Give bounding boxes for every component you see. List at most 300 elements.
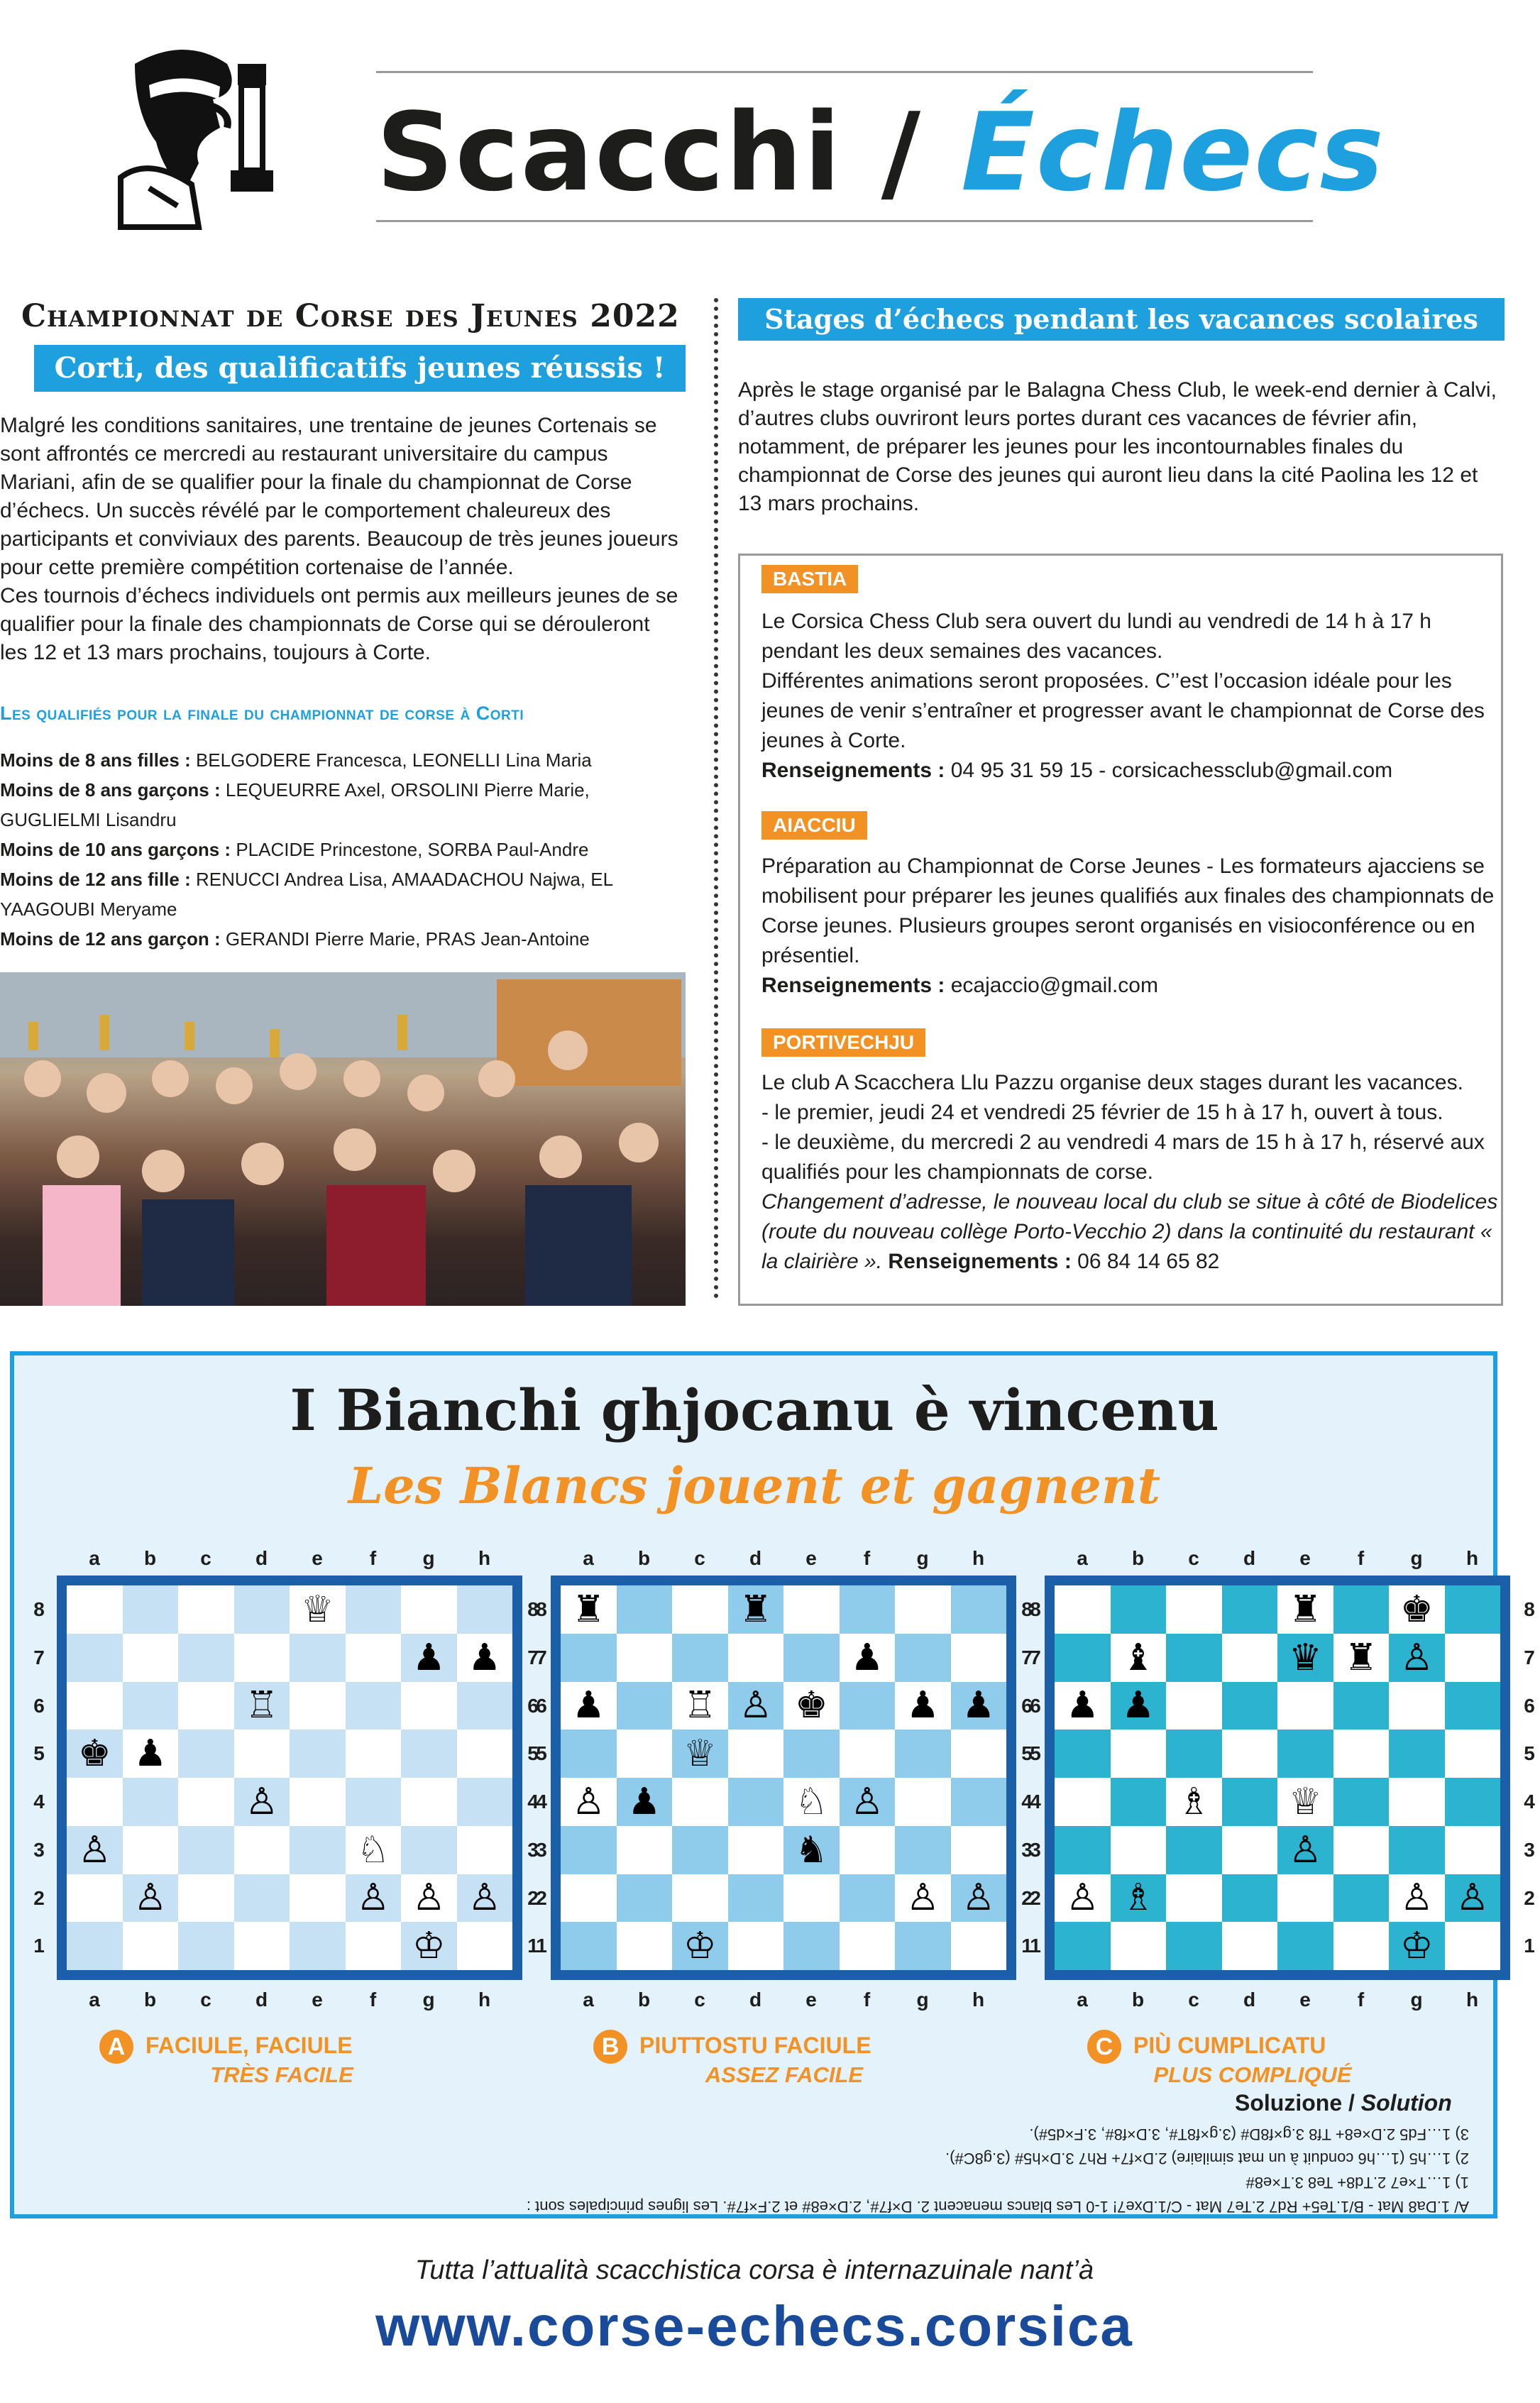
page-title: Scacchi / Échecs (376, 89, 1385, 215)
board-square (1277, 1778, 1333, 1826)
chess-piece: ♟ (412, 1636, 446, 1679)
chess-board-c (1045, 1576, 1510, 1980)
board-square (840, 1826, 896, 1874)
board-square (895, 1922, 951, 1970)
board-square (401, 1778, 457, 1826)
chess-piece: ♙ (962, 1876, 996, 1920)
board-square (1111, 1682, 1167, 1730)
board-square (1445, 1682, 1501, 1730)
level-corsican: PIÙ CUMPLICATU (1133, 2033, 1326, 2058)
chess-piece: ♟ (962, 1684, 996, 1727)
board-square (783, 1874, 840, 1923)
board-square (234, 1874, 290, 1923)
board-square (346, 1922, 402, 1970)
board-square (1111, 1778, 1167, 1826)
board-square (617, 1730, 673, 1778)
file-label: c (694, 1989, 705, 2011)
board-square (672, 1874, 728, 1923)
file-label: b (143, 1547, 157, 1569)
club-tag-aiacciu: AIACCIU (761, 811, 867, 840)
board-square (234, 1826, 290, 1874)
board-square (895, 1778, 951, 1826)
board-square (840, 1778, 896, 1826)
board-square (346, 1874, 402, 1923)
chess-piece: ♙ (77, 1828, 111, 1871)
chess-piece: ♖ (245, 1684, 279, 1727)
board-square (123, 1682, 179, 1730)
board-square (1389, 1874, 1445, 1923)
board-square (617, 1922, 673, 1970)
board-square (178, 1634, 234, 1682)
board-square (401, 1730, 457, 1778)
board-square (1389, 1730, 1445, 1778)
board-square (290, 1826, 346, 1874)
chess-piece: ♕ (300, 1588, 334, 1631)
board-square (1445, 1585, 1501, 1634)
chess-piece: ♚ (77, 1732, 111, 1776)
board-square (1166, 1778, 1222, 1826)
rank-label: 6 (1524, 1694, 1535, 1717)
board-square (561, 1874, 617, 1923)
board-square (840, 1874, 896, 1923)
rank-label: 7 (536, 1646, 547, 1668)
rank-label: 8 (536, 1598, 547, 1620)
file-label: b (1131, 1989, 1145, 2011)
board-square (1166, 1874, 1222, 1923)
file-label: g (422, 1547, 435, 1569)
board-square (401, 1634, 457, 1682)
file-label: g (916, 1989, 929, 2011)
file-label: h (478, 1989, 491, 2011)
club-aiacciu-text: Préparation au Championnat de Corse Jeunes - Les formateurs ajacciens se mobilisent pour préparer les jeunes qualifiés aux finales des championnats de Corse jeunes. Plusieurs groupes seront organisés en visioconférence ou en présentiel. Renseignements : ecajaccio@gmail.com (761, 854, 1495, 997)
rank-label: 3 (1021, 1838, 1033, 1861)
board-square (1277, 1730, 1333, 1778)
rank-label: 4 (1021, 1791, 1033, 1813)
board-square (234, 1778, 290, 1826)
chess-piece: ♔ (1399, 1925, 1434, 1968)
chess-piece: ♗ (1177, 1780, 1211, 1823)
puzzle-subtitle: Les Blancs jouent et gagnent (348, 1456, 1161, 1515)
footer-url[interactable]: www.corse-echecs.corsica (375, 2294, 1133, 2358)
board-square (178, 1730, 234, 1778)
chess-piece: ♙ (1456, 1876, 1490, 1920)
level-corsican: FACIULE, FACIULE (145, 2033, 353, 2058)
rank-label: 7 (1021, 1646, 1033, 1668)
file-label: g (1410, 1989, 1423, 2011)
chess-piece: ♜ (571, 1588, 605, 1631)
board-square (1111, 1826, 1167, 1874)
board-square (178, 1922, 234, 1970)
chess-piece: ♛ (1288, 1636, 1322, 1679)
chess-piece: ♙ (850, 1780, 884, 1823)
board-square (67, 1778, 123, 1826)
board-square (1222, 1634, 1278, 1682)
chess-piece: ♙ (356, 1876, 390, 1920)
file-label: f (1357, 1547, 1365, 1569)
file-label: h (972, 1547, 985, 1569)
board-square (1055, 1826, 1111, 1874)
board-square (290, 1922, 346, 1970)
file-label: a (583, 1547, 594, 1569)
rank-label: 2 (33, 1886, 45, 1909)
qualified-heading: Les qualifiés pour la finale du championnat de corse à Corti (0, 703, 524, 724)
board-square (290, 1682, 346, 1730)
board-square (1333, 1682, 1390, 1730)
left-headline: Corti, des qualificatifs jeunes réussis ! (34, 345, 686, 392)
board-square (951, 1682, 1007, 1730)
chess-piece: ♔ (412, 1925, 446, 1968)
board-square (1389, 1778, 1445, 1826)
board-square (1111, 1634, 1167, 1682)
file-label: c (200, 1547, 211, 1569)
stages-banner: Stages d’échecs pendant les vacances scolaires (738, 298, 1505, 341)
board-square (783, 1922, 840, 1970)
board-square (1055, 1874, 1111, 1923)
rank-label: 2 (1524, 1886, 1535, 1909)
board-square (561, 1730, 617, 1778)
file-label: b (1131, 1547, 1145, 1569)
board-square (1055, 1730, 1111, 1778)
board-square (895, 1730, 951, 1778)
chess-piece: ♖ (683, 1684, 717, 1727)
board-square (290, 1874, 346, 1923)
chess-piece: ♗ (1121, 1876, 1155, 1920)
board-square (1389, 1585, 1445, 1634)
board-square (457, 1826, 513, 1874)
board-square (951, 1922, 1007, 1970)
board-square (672, 1585, 728, 1634)
board-square (1277, 1874, 1333, 1923)
file-label: g (1410, 1547, 1423, 1569)
file-label: e (805, 1547, 817, 1569)
board-square (951, 1826, 1007, 1874)
board-square (67, 1730, 123, 1778)
rank-label: 6 (1030, 1694, 1041, 1717)
board-square (617, 1634, 673, 1682)
file-label: e (805, 1989, 817, 2011)
level-corsican: PIUTTOSTU FACIULE (639, 2033, 871, 2058)
level-badge: B (593, 2030, 627, 2064)
qualified-item: Moins de 12 ans fille : RENUCCI Andrea Lisa, AMAADACHOU Najwa, EL YAAGOUBI Meryame (0, 869, 613, 920)
board-square (67, 1874, 123, 1923)
rank-label: 5 (536, 1742, 547, 1765)
rank-label: 5 (1524, 1742, 1535, 1765)
board-square (123, 1585, 179, 1634)
column-divider (714, 298, 718, 1299)
file-label: f (369, 1547, 377, 1569)
board-square (401, 1826, 457, 1874)
board-square (672, 1682, 728, 1730)
chess-piece: ♙ (739, 1684, 773, 1727)
file-label: a (1077, 1547, 1088, 1569)
board-square (1055, 1778, 1111, 1826)
file-label: f (863, 1989, 871, 2011)
board-square (67, 1826, 123, 1874)
file-label: f (1357, 1989, 1365, 2011)
rank-label: 7 (33, 1646, 45, 1668)
board-square (346, 1682, 402, 1730)
board-square (123, 1778, 179, 1826)
chess-piece: ♜ (1344, 1636, 1378, 1679)
board-square (457, 1874, 513, 1923)
club-portivechju-text: Le club A Scacchera Llu Pazzu organise deux stages durant les vacances. - le premier, jeudi 24 et vendredi 25 février de 15 h à 17 h, ouvert à tous. - le deuxième, du mercredi 2 au vendredi 4 mars de 15 h à 17 h, réservé aux qualifiés pour les championnats de corse. Changement d’adresse, le nouveau local du club se situe à côté de Biodelices (route du nouveau collège Porto-Vecchio 2) dans la continuité du restaurant « la clairière ». Renseignements : 06 84 14 65 82 (761, 1071, 1498, 1273)
file-label: h (478, 1547, 491, 1569)
footer-tagline: Tutta l’attualità scacchistica corsa è internazuinale nant’à (414, 2255, 1094, 2285)
board-square (67, 1922, 123, 1970)
file-label: b (143, 1989, 157, 2011)
rank-label: 5 (33, 1742, 45, 1765)
chess-piece: ♞ (794, 1828, 828, 1871)
chess-piece: ♝ (1121, 1636, 1155, 1679)
board-square (1222, 1922, 1278, 1970)
file-label: a (583, 1989, 594, 2011)
board-square (1166, 1730, 1222, 1778)
qualified-item: Moins de 10 ans garçons : PLACIDE Princestone, SORBA Paul-Andre (0, 839, 589, 860)
board-square (401, 1585, 457, 1634)
board-square (1166, 1826, 1222, 1874)
board-square (1277, 1585, 1333, 1634)
board-square (840, 1730, 896, 1778)
board-square (346, 1585, 402, 1634)
board-square (1389, 1634, 1445, 1682)
board-square (951, 1874, 1007, 1923)
qualified-item: Moins de 12 ans garçon : GERANDI Pierre Marie, PRAS Jean-Antoine (0, 928, 590, 950)
chess-piece: ♟ (1121, 1684, 1155, 1727)
board-square (457, 1730, 513, 1778)
board-square (123, 1634, 179, 1682)
solution-line: 1) 1…T×e7 2.Td8+ Te8 3.T×e8# (1245, 2174, 1469, 2192)
board-square (783, 1634, 840, 1682)
qualified-item: Moins de 8 ans filles : BELGODERE Francesca, LEONELLI Lina Maria (0, 749, 592, 771)
file-label: c (1188, 1989, 1199, 2011)
board-square (1445, 1922, 1501, 1970)
club-bastia-text: Le Corsica Chess Club sera ouvert du lundi au vendredi de 14 h à 17 h pendant les deux semaines des vacances. Différentes animations seront proposées. C’’est l’occasion idéale pour les jeunes de venir s’entraîner et progresser avant le championnat de Corse des jeunes à Corte. Renseignements : 04 95 31 59 15 - corsicachessclub@gmail.com (761, 610, 1485, 782)
board-square (951, 1634, 1007, 1682)
rank-label: 6 (536, 1694, 547, 1717)
file-label: e (1299, 1989, 1311, 2011)
board-square (895, 1682, 951, 1730)
board-square (457, 1922, 513, 1970)
solution-line: 3) 1…Fd5 2.D×e8+ Tf8 3.g×f8D# (3.g×f8T#, 3.D×f8#, 3.F×d5#). (1029, 2126, 1469, 2143)
rank-label: 8 (1021, 1598, 1033, 1620)
board-square (457, 1634, 513, 1682)
rank-label: 6 (527, 1694, 539, 1717)
file-label: c (200, 1989, 211, 2011)
board-square (1389, 1682, 1445, 1730)
level-french: PLUS COMPLIQUÉ (1153, 2062, 1352, 2087)
board-square (1445, 1730, 1501, 1778)
board-square (561, 1585, 617, 1634)
chess-board-a (57, 1576, 522, 1980)
rank-label: 2 (527, 1886, 539, 1909)
rank-label: 3 (33, 1838, 45, 1861)
rank-label: 8 (527, 1598, 539, 1620)
level-french: TRÈS FACILE (210, 2062, 353, 2087)
board-square (123, 1826, 179, 1874)
board-square (1055, 1585, 1111, 1634)
rank-label: 1 (536, 1935, 547, 1957)
board-square (1333, 1874, 1390, 1923)
chess-piece: ♙ (245, 1780, 279, 1823)
championship-heading: Championnat de Corse des Jeunes 2022 (21, 298, 680, 334)
board-square (290, 1634, 346, 1682)
chess-piece: ♟ (627, 1780, 661, 1823)
rank-label: 1 (1021, 1935, 1033, 1957)
header-rule-top (376, 71, 1313, 73)
file-label: h (1465, 1547, 1479, 1569)
board-square (840, 1922, 896, 1970)
chess-piece: ♙ (468, 1876, 502, 1920)
board-square (617, 1826, 673, 1874)
rank-label: 4 (527, 1791, 539, 1813)
rank-label: 3 (536, 1838, 547, 1861)
board-square (1111, 1585, 1167, 1634)
rank-label: 1 (1524, 1935, 1535, 1957)
rank-label: 7 (1524, 1646, 1535, 1668)
board-square (1389, 1826, 1445, 1874)
board-square (561, 1634, 617, 1682)
board-square (1333, 1826, 1390, 1874)
club-tag-bastia: BASTIA (761, 565, 858, 593)
rank-label: 2 (536, 1886, 547, 1909)
board-square (617, 1778, 673, 1826)
board-square (895, 1634, 951, 1682)
chess-piece: ♙ (1288, 1828, 1322, 1871)
board-square (1389, 1922, 1445, 1970)
board-square (1333, 1778, 1390, 1826)
board-square (672, 1826, 728, 1874)
board-square (672, 1922, 728, 1970)
chess-piece: ♚ (1399, 1588, 1434, 1631)
chess-piece: ♕ (683, 1732, 717, 1776)
board-square (672, 1730, 728, 1778)
board-square (178, 1874, 234, 1923)
file-label: g (916, 1547, 929, 1569)
chess-piece: ♟ (133, 1732, 167, 1776)
board-square (561, 1826, 617, 1874)
file-label: d (1243, 1547, 1256, 1569)
board-square (67, 1585, 123, 1634)
board-square (951, 1778, 1007, 1826)
group-photo (0, 972, 686, 1306)
board-square (561, 1922, 617, 1970)
chess-piece: ♙ (1399, 1636, 1434, 1679)
board-square (1277, 1634, 1333, 1682)
rank-label: 1 (33, 1935, 45, 1957)
chess-board-b (551, 1576, 1016, 1980)
left-paragraph-1: Malgré les conditions sanitaires, une trentaine de jeunes Cortenais se sont affrontés ce mercredi au restaurant universitaire du campus Mariani, afin de se qualifier pour la finale du championnat de Corse d’échecs. Un succès révélé par le comportement chaleureux des participants et conviviaux des parents. Beaucoup de très jeunes joueurs pour cette première compétition cortenaise de l’année. (0, 414, 678, 579)
board-square (1445, 1826, 1501, 1874)
board-square (840, 1634, 896, 1682)
left-article (0, 412, 681, 667)
board-square (401, 1874, 457, 1923)
rank-label: 5 (1021, 1742, 1033, 1765)
board-square (895, 1585, 951, 1634)
solution-lines (50, 2122, 1469, 2218)
board-square (951, 1730, 1007, 1778)
rank-label: 8 (33, 1598, 45, 1620)
rank-label: 3 (527, 1838, 539, 1861)
file-label: e (1299, 1547, 1311, 1569)
puzzle-title: I Bianchi ghjocanu è vincenu (290, 1377, 1219, 1444)
board-square (457, 1778, 513, 1826)
rank-label: 7 (527, 1646, 539, 1668)
rank-label: 8 (1524, 1598, 1535, 1620)
board-square (123, 1730, 179, 1778)
file-label: d (1243, 1989, 1256, 2011)
chess-piece: ♟ (850, 1636, 884, 1679)
board-square (728, 1682, 784, 1730)
board-square (1166, 1585, 1222, 1634)
file-label: h (1465, 1989, 1479, 2011)
board-square (1277, 1922, 1333, 1970)
board-square (401, 1682, 457, 1730)
solution-line: A/ 1.Da8 Mat - B/1.Te5+ Rd7 2.Te7 Mat - C/1.Dxe7! 1-0 Les blancs menacent 2. D×f7#, 2.D×e8# et 2.F×f7#. Les lignes principales sont : (526, 2198, 1469, 2216)
board-square (290, 1730, 346, 1778)
board-square (1222, 1730, 1278, 1778)
board-square (67, 1682, 123, 1730)
chess-piece: ♙ (412, 1876, 446, 1920)
rank-label: 5 (527, 1742, 539, 1765)
rank-label: 7 (1030, 1646, 1041, 1668)
board-square (617, 1874, 673, 1923)
rank-label: 2 (1021, 1886, 1033, 1909)
board-square (346, 1634, 402, 1682)
board-square (1111, 1730, 1167, 1778)
board-square (672, 1778, 728, 1826)
chess-piece: ♙ (906, 1876, 940, 1920)
file-label: b (637, 1989, 651, 2011)
board-square (67, 1634, 123, 1682)
chess-piece: ♜ (739, 1588, 773, 1631)
board-square (346, 1730, 402, 1778)
file-label: h (972, 1989, 985, 2011)
board-square (728, 1826, 784, 1874)
board-square (1277, 1682, 1333, 1730)
chess-piece: ♟ (906, 1684, 940, 1727)
board-square (728, 1730, 784, 1778)
board-square (346, 1778, 402, 1826)
rank-label: 3 (1030, 1838, 1041, 1861)
board-square (840, 1585, 896, 1634)
board-square (1445, 1634, 1501, 1682)
board-square (1166, 1682, 1222, 1730)
board-square (346, 1826, 402, 1874)
file-label: d (749, 1547, 762, 1569)
chess-piece: ♜ (1288, 1588, 1322, 1631)
board-square (123, 1874, 179, 1923)
qualified-list (0, 745, 681, 954)
rank-label: 2 (1030, 1886, 1041, 1909)
rank-label: 6 (33, 1694, 45, 1717)
file-label: g (422, 1989, 435, 2011)
board-square (895, 1874, 951, 1923)
rank-label: 4 (1030, 1791, 1041, 1813)
chess-piece: ♟ (468, 1636, 502, 1679)
chess-piece: ♕ (1288, 1780, 1322, 1823)
chess-piece: ♘ (356, 1828, 390, 1871)
board-square (561, 1682, 617, 1730)
rank-label: 1 (527, 1935, 539, 1957)
board-square (783, 1585, 840, 1634)
board-square (234, 1730, 290, 1778)
board-square (1111, 1874, 1167, 1923)
rank-label: 4 (33, 1791, 45, 1813)
board-square (1333, 1730, 1390, 1778)
board-square (178, 1778, 234, 1826)
board-square (457, 1682, 513, 1730)
rank-label: 3 (1524, 1838, 1535, 1861)
